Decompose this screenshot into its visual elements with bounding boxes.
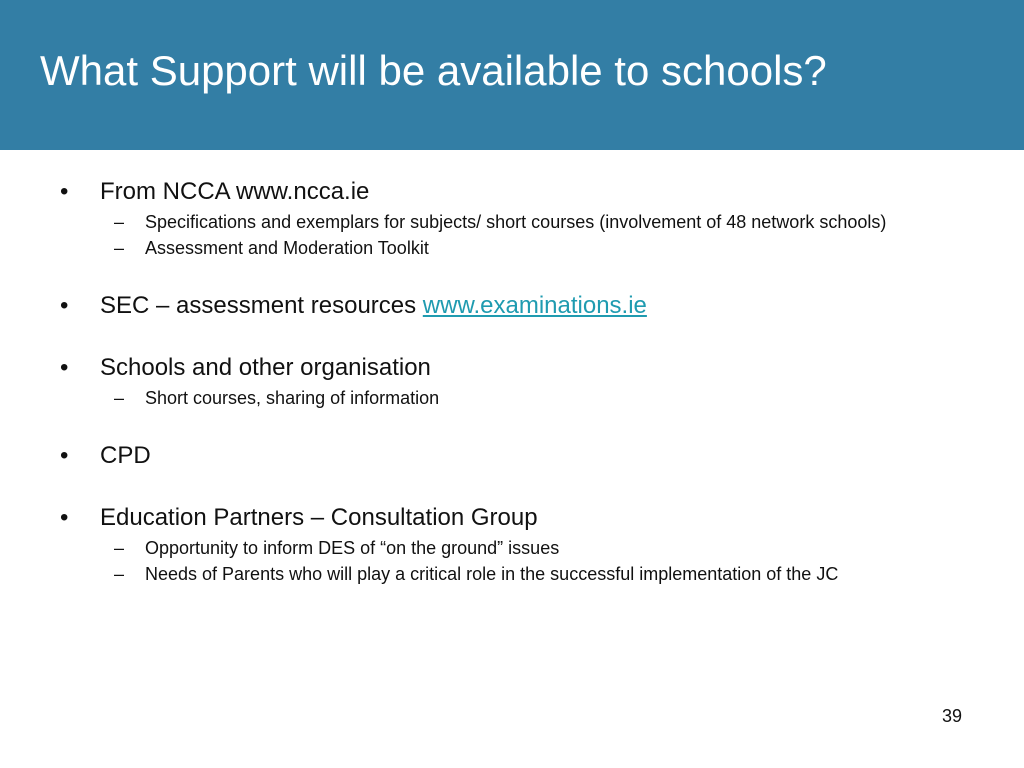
header-band (0, 0, 1024, 150)
dash-marker: – (114, 538, 125, 558)
dash-marker: – (114, 388, 125, 408)
bullet-marker: • (60, 504, 69, 531)
sub-item-text: Short courses, sharing of information (145, 388, 440, 408)
bullet-item (58, 291, 958, 321)
bullet-text: Schools and other organisation (100, 354, 431, 381)
slide-title: What Support will be available to schools? (40, 47, 827, 94)
dash-marker: – (114, 238, 125, 258)
sub-item (114, 564, 955, 585)
bullet-marker: • (60, 292, 69, 319)
bullet-text: SEC – assessment resources (100, 292, 423, 319)
bullet-text: From NCCA www.ncca.ie (100, 178, 370, 205)
bullet-list (58, 177, 958, 585)
dash-marker: – (114, 212, 125, 232)
sub-item (114, 238, 955, 259)
sub-item-text: Assessment and Moderation Toolkit (145, 238, 429, 258)
bullet-marker: • (60, 178, 69, 205)
bullet-text: CPD (100, 442, 151, 469)
bullet-item (58, 353, 958, 383)
sub-list (114, 538, 955, 585)
sub-item (114, 212, 955, 233)
bullet-marker: • (60, 354, 69, 381)
examinations-link[interactable]: www.examinations.ie (422, 292, 647, 319)
bullet-marker: • (60, 442, 69, 469)
sub-item-text: Opportunity to inform DES of “on the ground” issues (145, 538, 560, 558)
bullet-item (58, 503, 958, 533)
sub-item-text: Needs of Parents who will play a critical role in the successful implementation of the JC (145, 564, 839, 584)
sub-item (114, 388, 955, 409)
bullet-item (58, 177, 958, 207)
dash-marker: – (114, 564, 125, 584)
sub-item (114, 538, 955, 559)
bullet-text: Education Partners – Consultation Group (100, 504, 538, 531)
bullet-item (58, 441, 958, 471)
sub-list (114, 388, 955, 409)
sub-list (114, 212, 955, 259)
sub-item-text: Specifications and exemplars for subjects/ short courses (involvement of 48 network schools) (145, 212, 887, 232)
page-number: 39 (941, 706, 962, 726)
